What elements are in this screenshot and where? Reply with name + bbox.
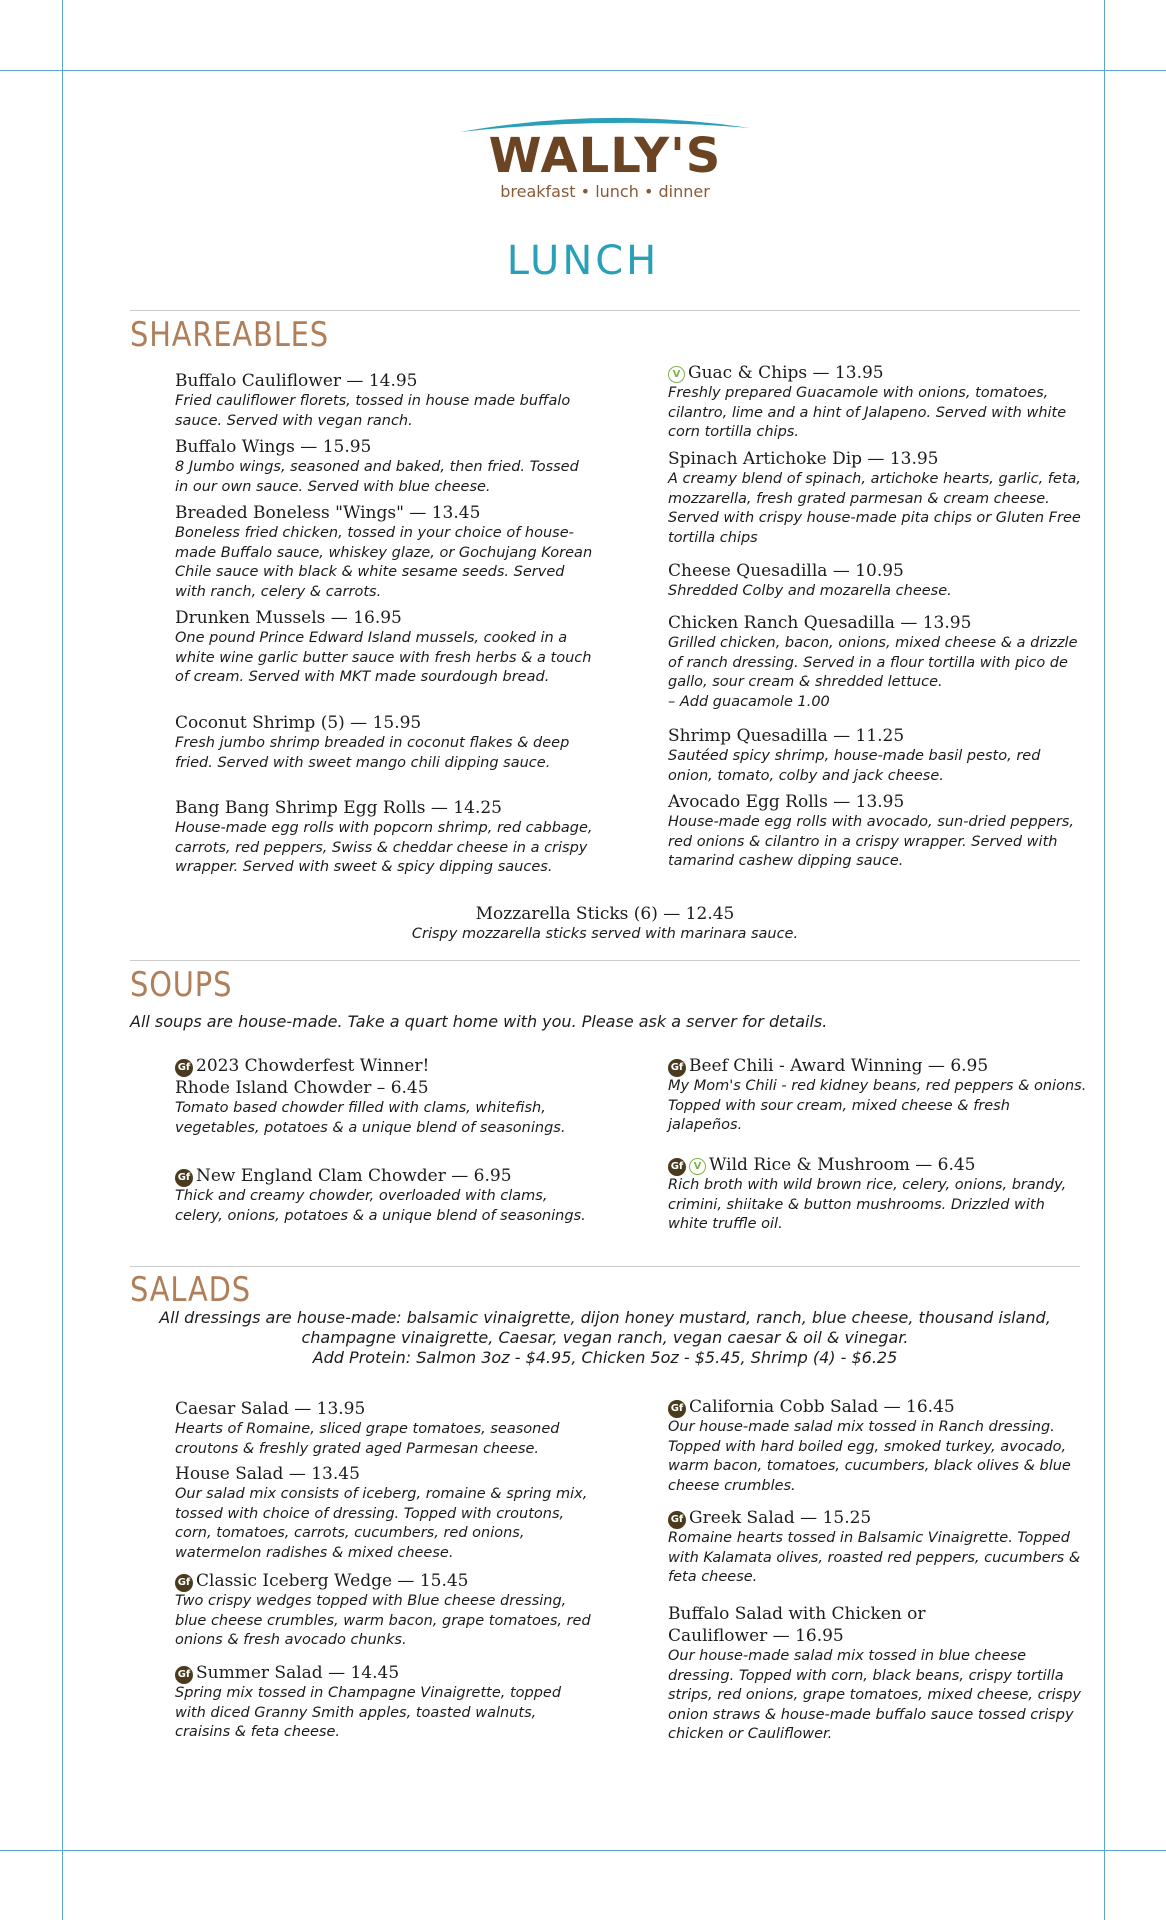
item-title: Coconut Shrimp (5) — 15.95	[175, 713, 422, 733]
item-description: Our salad mix consists of iceberg, romaine & spring mix, tossed with choice of dressing. Topped with croutons, corn, tomatoes, carrots, cucumbers, red onions, watermelon radishes & mixed cheese.	[175, 1486, 588, 1561]
menu-item	[668, 1603, 1088, 1745]
gluten-free-icon: Gf	[175, 1574, 193, 1592]
section-heading-shareables: SHAREABLES	[130, 315, 329, 355]
section-heading-salads: SALADS	[130, 1270, 251, 1310]
item-description: A creamy blend of spinach, artichoke hearts, garlic, feta, mozzarella, fresh grated parmesan & cream cheese. Served with crispy house-made pita chips or Gluten Free tortilla chips	[668, 471, 1082, 546]
item-description: Tomato based chowder filled with clams, whitefish, vegetables, potatoes & a unique blend of seasonings.	[175, 1100, 566, 1136]
dressings-line-2: champagne vinaigrette, Caesar, vegan ranch, vegan caesar & oil & vinegar.	[301, 1328, 909, 1347]
item-title: Classic Iceberg Wedge — 15.45	[196, 1571, 469, 1591]
item-title: Caesar Salad — 13.95	[175, 1399, 366, 1419]
item-title: Buffalo Cauliflower — 14.95	[175, 371, 418, 391]
frame-line-top	[0, 70, 1166, 71]
item-title-line2: Rhode Island Chowder – 6.45	[175, 1078, 429, 1098]
item-title: Greek Salad — 15.25	[689, 1508, 872, 1528]
item-title: Summer Salad — 14.45	[196, 1663, 400, 1683]
item-title: New England Clam Chowder — 6.95	[196, 1166, 512, 1186]
menu-item	[175, 1055, 595, 1138]
item-title-line2: Cauliflower — 16.95	[668, 1626, 844, 1646]
frame-line-left	[62, 0, 63, 1920]
page-title: LUNCH	[506, 238, 660, 284]
item-description: My Mom's Chili - red kidney beans, red peppers & onions. Topped with sour cream, mixed cheese & fresh jalapeños.	[668, 1078, 1087, 1133]
menu-item	[668, 725, 1088, 786]
item-description: Fried cauliflower florets, tossed in house made buffalo sauce. Served with vegan ranch.	[175, 393, 571, 429]
gluten-free-icon: Gf	[668, 1511, 686, 1529]
menu-item	[175, 502, 595, 602]
item-title-line1: 2023 Chowderfest Winner!	[196, 1056, 430, 1076]
dressings-note	[130, 1308, 1080, 1368]
gluten-free-icon: Gf	[668, 1400, 686, 1418]
menu-item	[668, 1507, 1088, 1588]
frame-line-bottom	[0, 1850, 1166, 1851]
item-title: Cheese Quesadilla — 10.95	[668, 561, 904, 581]
frame-line-right	[1104, 0, 1105, 1920]
item-title: Shrimp Quesadilla — 11.25	[668, 726, 905, 746]
item-description: Hearts of Romaine, sliced grape tomatoes, seasoned croutons & freshly grated aged Parmesan cheese.	[175, 1421, 560, 1457]
menu-item	[668, 1396, 1088, 1496]
item-description: Crispy mozzarella sticks served with marinara sauce.	[411, 926, 799, 942]
item-title-line1: Buffalo Salad with Chicken or	[668, 1604, 926, 1624]
item-description: Romaine hearts tossed in Balsamic Vinaigrette. Topped with Kalamata olives, roasted red peppers, cucumbers & feta cheese.	[668, 1530, 1081, 1585]
item-title: Chicken Ranch Quesadilla — 13.95	[668, 613, 972, 633]
menu-item	[668, 1154, 1088, 1235]
menu-item-centered	[130, 903, 1080, 945]
dressings-line-1: All dressings are house-made: balsamic vinaigrette, dijon honey mustard, ranch, blue cheese, thousand island,	[159, 1308, 1051, 1327]
menu-item	[175, 797, 595, 878]
item-title: California Cobb Salad — 16.45	[689, 1397, 955, 1417]
menu-item	[668, 560, 1088, 602]
menu-item	[175, 1463, 595, 1563]
item-title: Beef Chili - Award Winning — 6.95	[689, 1056, 989, 1076]
item-title: Bang Bang Shrimp Egg Rolls — 14.25	[175, 798, 502, 818]
item-title: Wild Rice & Mushroom — 6.45	[709, 1155, 976, 1175]
item-title: Breaded Boneless "Wings" — 13.45	[175, 503, 481, 523]
item-description: Shredded Colby and mozarella cheese.	[668, 583, 952, 599]
item-title: Spinach Artichoke Dip — 13.95	[668, 449, 939, 469]
item-description: Spring mix tossed in Champagne Vinaigrette, topped with diced Granny Smith apples, toasted walnuts, craisins & feta cheese.	[175, 1685, 562, 1740]
add-protein-line: Add Protein: Salmon 3oz - $4.95, Chicken 5oz - $5.45, Shrimp (4) - $6.25	[312, 1348, 898, 1367]
menu-item	[175, 370, 595, 431]
logo-name: WALLY'S	[488, 128, 722, 184]
item-description: Fresh jumbo shrimp breaded in coconut flakes & deep fried. Served with sweet mango chili dipping sauce.	[175, 735, 570, 771]
menu-item	[175, 1398, 595, 1459]
item-description: Our house-made salad mix tossed in blue cheese dressing. Topped with corn, black beans, crispy tortilla strips, red onions, grape tomatoes, mixed cheese, crispy onion straws & house-made buffalo sauce tossed crispy chicken or Cauliflower.	[668, 1648, 1081, 1742]
menu-item	[668, 791, 1088, 872]
gluten-free-icon: Gf	[668, 1059, 686, 1077]
logo-tagline: breakfast • lunch • dinner	[500, 182, 710, 201]
menu-item	[175, 607, 595, 688]
gluten-free-icon: Gf	[175, 1666, 193, 1684]
item-description: Thick and creamy chowder, overloaded with clams, celery, onions, potatoes & a unique blend of seasonings.	[175, 1188, 586, 1224]
item-title: Drunken Mussels — 16.95	[175, 608, 402, 628]
menu-item	[668, 1055, 1088, 1136]
menu-item	[175, 712, 595, 773]
menu-item	[668, 362, 1088, 443]
logo	[455, 110, 755, 205]
item-description: 8 Jumbo wings, seasoned and baked, then fried. Tossed in our own sauce. Served with blue cheese.	[175, 459, 579, 495]
item-title: House Salad — 13.45	[175, 1464, 360, 1484]
menu-item	[175, 1570, 595, 1651]
item-addon: – Add guacamole 1.00	[668, 693, 830, 710]
item-description: House-made egg rolls with popcorn shrimp, red cabbage, carrots, red peppers, Swiss & cheddar cheese in a crispy wrapper. Served with sweet & spicy dipping sauces.	[175, 820, 593, 875]
item-title: Mozzarella Sticks (6) — 12.45	[475, 904, 735, 924]
item-description: Boneless fried chicken, tossed in your choice of house-made Buffalo sauce, whiskey glaze, or Gochujang Korean Chile sauce with black & white sesame seeds. Served with ranch, celery & carrots.	[175, 525, 593, 600]
menu-item	[668, 448, 1088, 548]
menu-item	[175, 1165, 595, 1226]
vegetarian-icon: V	[668, 366, 685, 383]
section-divider	[130, 1266, 1080, 1267]
item-description: Sautéed spicy shrimp, house-made basil pesto, red onion, tomato, colby and jack cheese.	[668, 748, 1041, 784]
section-heading-soups: SOUPS	[130, 965, 233, 1005]
item-title: Buffalo Wings — 15.95	[175, 437, 372, 457]
menu-item	[175, 436, 595, 497]
section-divider	[130, 960, 1080, 961]
gluten-free-icon: Gf	[175, 1059, 193, 1077]
item-description: Two crispy wedges topped with Blue cheese dressing, blue cheese crumbles, warm bacon, grape tomatoes, red onions & fresh avocado chunks.	[175, 1593, 591, 1648]
section-note: All soups are house-made. Take a quart home with you. Please ask a server for details.	[130, 1012, 828, 1031]
item-description: Grilled chicken, bacon, onions, mixed cheese & a drizzle of ranch dressing. Served in a flour tortilla with pico de gallo, sour cream & shredded lettuce.	[668, 635, 1078, 690]
item-description: Our house-made salad mix tossed in Ranch dressing. Topped with hard boiled egg, smoked turkey, avocado, warm bacon, tomatoes, cucumbers, black olives & blue cheese crumbles.	[668, 1419, 1071, 1494]
vegetarian-icon: V	[689, 1158, 706, 1175]
item-title: Avocado Egg Rolls — 13.95	[668, 792, 905, 812]
gluten-free-icon: Gf	[175, 1169, 193, 1187]
menu-item	[175, 1662, 595, 1743]
item-description: Freshly prepared Guacamole with onions, tomatoes, cilantro, lime and a hint of Jalapeno. Served with white corn tortilla chips.	[668, 385, 1067, 440]
menu-item	[668, 612, 1088, 712]
item-description: House-made egg rolls with avocado, sun-dried peppers, red onions & cilantro in a crispy wrapper. Served with tamarind cashew dipping sauce.	[668, 814, 1074, 869]
item-description: One pound Prince Edward Island mussels, cooked in a white wine garlic butter sauce with fresh herbs & a touch of cream. Served with MKT made sourdough bread.	[175, 630, 592, 685]
item-title: Guac & Chips — 13.95	[688, 363, 884, 383]
section-divider	[130, 310, 1080, 311]
item-description: Rich broth with wild brown rice, celery, onions, brandy, crimini, shiitake & button mushrooms. Drizzled with white truffle oil.	[668, 1177, 1067, 1232]
gluten-free-icon: Gf	[668, 1158, 686, 1176]
